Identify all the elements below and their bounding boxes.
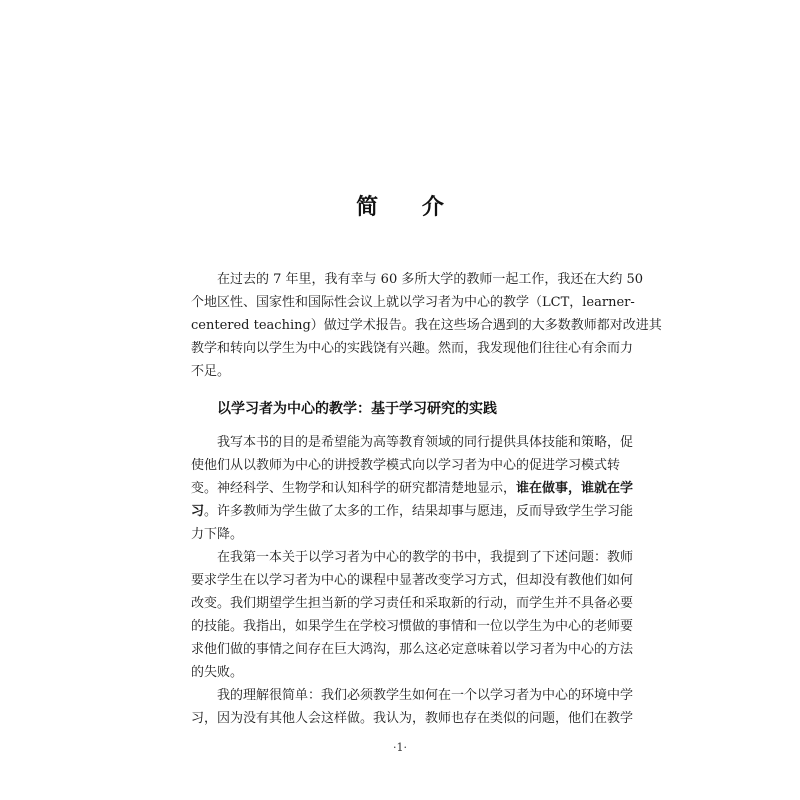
emphasis-text: 谁在做事，谁就在学	[516, 481, 634, 496]
text-line: 个地区性、国家性和国际性会议上就以学习者为中心的教学（LCT，learner-	[191, 295, 635, 310]
text-line: 不足。	[191, 364, 231, 379]
text-line: centered teaching）做过学术报告。我在这些场合遇到的大多数教师都对改进其	[191, 318, 662, 333]
emphasis-text: 习	[191, 504, 205, 519]
text-line: 教学和转向以学生为中心的实践饶有兴趣。然而，我发现他们往往心有余而力	[191, 341, 634, 356]
body-text	[191, 431, 634, 730]
text-line: 在过去的 7 年里，我有幸与 60 多所大学的教师一起工作，我还在大约 50	[217, 272, 644, 287]
page-title: 简 介	[356, 194, 462, 220]
text-line: 我的理解很简单：我们必须教学生如何在一个以学习者为中心的环境中学	[217, 688, 634, 703]
section-heading: 以学习者为中心的教学：基于学习研究的实践	[217, 401, 497, 417]
text-line: 习，因为没有其他人会这样做。我认为，教师也存在类似的问题，他们在教学	[191, 711, 634, 726]
text-line: 的技能。我指出，如果学生在学校习惯做的事情和一位以学生为中心的老师要	[191, 619, 634, 634]
text-line	[191, 477, 634, 500]
text-segment: 。许多教师为学生做了太多的工作，结果却事与愿违，反而导致学生学习能	[204, 504, 634, 519]
text-line: 使他们从以教师为中心的讲授教学模式向以学习者为中心的促进学习模式转	[191, 458, 621, 473]
page-number: ·1·	[393, 741, 407, 754]
text-line: 的失败。	[191, 665, 244, 680]
text-line: 改变。我们期望学生担当新的学习责任和采取新的行动，而学生并不具备必要	[191, 596, 634, 611]
text-line: 我写本书的目的是希望能为高等教育领域的同行提供具体技能和策略，促	[217, 435, 634, 450]
text-segment: 变。神经科学、生物学和认知科学的研究都清楚地显示，	[191, 481, 517, 496]
text-line: 力下降。	[191, 527, 244, 542]
text-line: 在我第一本关于以学习者为中心的教学的书中，我提到了下述问题：教师	[217, 550, 634, 565]
text-line	[191, 500, 634, 523]
intro-paragraph	[191, 268, 662, 383]
text-line: 要求学生在以学习者为中心的课程中显著改变学习方式，但却没有教他们如何	[191, 573, 634, 588]
text-line: 求他们做的事情之间存在巨大鸿沟，那么这必定意味着以学习者为中心的方法	[191, 642, 634, 657]
